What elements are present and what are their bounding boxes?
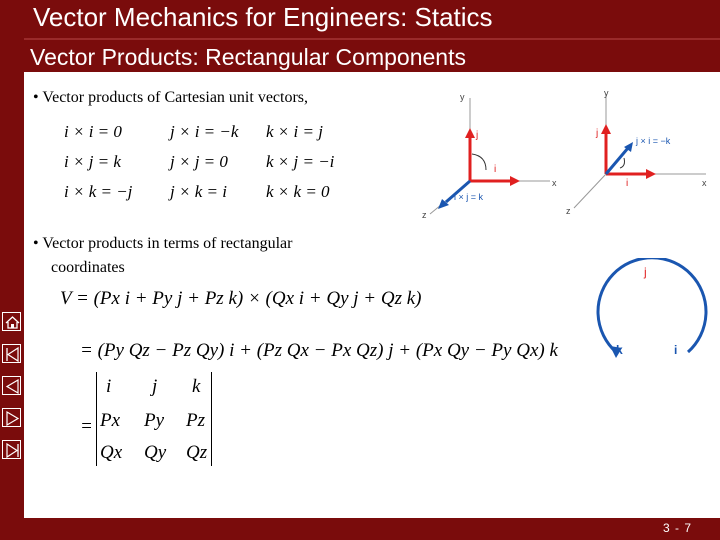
product-cell: j × i = −k (170, 122, 239, 141)
slide-subtitle: Vector Products: Rectangular Components (24, 38, 720, 72)
det-cell: Px (100, 410, 121, 431)
header-bar (0, 0, 720, 35)
det-bar-right (211, 372, 212, 466)
equation-cross-product: V = (Px i + Py j + Pz k) × (Qx i + Qy j + Qz k) (60, 288, 422, 309)
next-slide-button[interactable] (2, 408, 21, 427)
axes-figure-jxi (566, 86, 720, 222)
equals-sign: = (80, 416, 93, 437)
product-cell: k × j = −i (266, 152, 335, 171)
circle-label-k: k (616, 343, 623, 357)
equation-expanded: = (Py Qz − Pz Qy) i + (Pz Qx − Px Qz) j + (Px Qy − Py Qx) k (80, 340, 558, 361)
first-slide-icon (3, 345, 22, 364)
vector-label-jxi: j × i = −k (636, 136, 671, 146)
home-icon (3, 313, 22, 332)
product-cell: j × j = 0 (170, 152, 228, 171)
next-slide-icon (3, 409, 22, 428)
axis-label-z: z (566, 206, 571, 216)
slide-content (24, 72, 720, 518)
slide-title: Vector Mechanics for Engineers: Statics (33, 2, 493, 32)
left-nav-bar (0, 35, 24, 540)
axis-label-x: x (552, 178, 557, 188)
det-cell: Qy (144, 442, 167, 463)
axis-label-y: y (604, 88, 609, 98)
axis-label-y: y (460, 92, 465, 102)
det-cell: i (106, 376, 112, 397)
vector-label-i: i (494, 164, 497, 175)
product-cell: j × k = i (170, 182, 227, 201)
last-slide-icon (3, 441, 22, 460)
det-cell: Pz (186, 410, 205, 431)
det-cell: Qx (100, 442, 123, 463)
product-cell: k × k = 0 (266, 182, 330, 201)
prev-slide-icon (3, 377, 22, 396)
det-cell: j (152, 376, 158, 397)
bullet-unit-vectors: • Vector products of Cartesian unit vectors, (33, 89, 309, 106)
first-slide-button[interactable] (2, 344, 21, 363)
axis-label-x: x (702, 178, 707, 188)
bullet-rect-coords-cont: coordinates (51, 259, 125, 276)
axes-figure-ixj (420, 86, 566, 222)
vector-label-ixj: i × j = k (454, 192, 484, 202)
footer-bar (24, 518, 720, 540)
unit-vector-circle (586, 258, 716, 382)
home-button[interactable] (2, 312, 21, 331)
circle-label-i: i (674, 343, 678, 357)
last-slide-button[interactable] (2, 440, 21, 459)
circle-label-j: j (644, 265, 647, 279)
det-cell: k (192, 376, 201, 397)
prev-slide-button[interactable] (2, 376, 21, 395)
product-cell: i × j = k (64, 152, 121, 171)
vector-label-j: j (476, 130, 479, 141)
product-cell: k × i = j (266, 122, 323, 141)
det-bar-left (96, 372, 97, 466)
page-number: 3 - 7 (662, 521, 692, 535)
axis-label-z: z (422, 210, 427, 220)
vector-label-i: i (626, 178, 629, 189)
det-cell: Py (144, 410, 165, 431)
product-cell: i × i = 0 (64, 122, 122, 141)
product-cell: i × k = −j (64, 182, 133, 201)
det-cell: Qz (186, 442, 208, 463)
vector-label-j: j (596, 128, 599, 139)
bullet-rect-coords: • Vector products in terms of rectangular (33, 235, 293, 252)
